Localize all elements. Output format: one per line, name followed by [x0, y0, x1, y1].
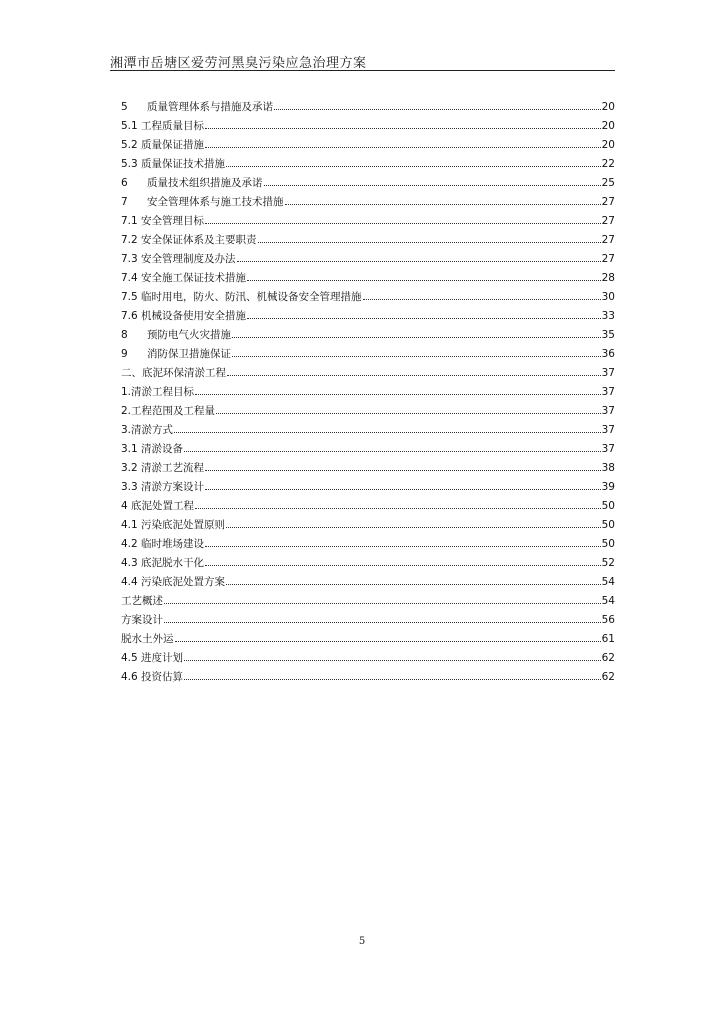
toc-entry[interactable]	[121, 459, 615, 478]
toc-entry-page: 50	[601, 519, 615, 531]
toc-dot-leader	[164, 603, 601, 604]
toc-entry[interactable]	[121, 288, 615, 307]
toc-entry[interactable]	[121, 326, 615, 345]
toc-entry-label: 方案设计	[121, 614, 163, 626]
toc-dot-leader	[205, 489, 601, 490]
toc-entry-label: 消防保卫措施保证	[147, 348, 231, 360]
toc-entry-page: 37	[601, 367, 615, 379]
toc-entry[interactable]	[121, 497, 615, 516]
table-of-contents	[121, 98, 615, 687]
toc-entry-page: 20	[601, 101, 615, 113]
toc-dot-leader	[205, 546, 601, 547]
toc-entry[interactable]	[121, 174, 615, 193]
page-header	[110, 50, 615, 71]
toc-dot-leader	[184, 451, 601, 452]
toc-dot-leader	[237, 261, 601, 262]
toc-entry[interactable]	[121, 117, 615, 136]
toc-dot-leader	[264, 185, 601, 186]
toc-entry-label: 1.清淤工程目标	[121, 386, 195, 398]
toc-entry[interactable]	[121, 440, 615, 459]
toc-entry-page: 37	[601, 424, 615, 436]
toc-entry-page: 50	[601, 538, 615, 550]
toc-entry-label: 4.5 进度计划	[121, 652, 184, 664]
toc-entry-page: 62	[601, 671, 615, 683]
toc-entry-page: 28	[601, 272, 615, 284]
toc-entry-number: 9	[121, 348, 128, 360]
toc-dot-leader	[227, 375, 601, 376]
toc-entry-label: 7.1 安全管理目标	[121, 215, 205, 227]
toc-dot-leader	[232, 337, 601, 338]
toc-entry-label: 4.1 污染底泥处置原则	[121, 519, 226, 531]
toc-dot-leader	[226, 166, 601, 167]
toc-dot-leader	[205, 147, 601, 148]
toc-entry-page: 25	[601, 177, 615, 189]
toc-entry-page: 37	[601, 405, 615, 417]
toc-entry-page: 38	[601, 462, 615, 474]
toc-entry-label: 预防电气火灾措施	[147, 329, 231, 341]
toc-dot-leader	[226, 527, 601, 528]
toc-entry-page: 36	[601, 348, 615, 360]
toc-entry-label: 3.2 清淤工艺流程	[121, 462, 205, 474]
toc-entry-page: 30	[601, 291, 615, 303]
toc-dot-leader	[274, 109, 601, 110]
toc-entry-label: 5.2 质量保证措施	[121, 139, 205, 151]
toc-entry[interactable]	[121, 554, 615, 573]
toc-entry-label: 5.3 质量保证技术措施	[121, 158, 226, 170]
toc-entry-label: 7.2 安全保证体系及主要职责	[121, 234, 257, 246]
toc-entry[interactable]	[121, 307, 615, 326]
toc-entry-page: 54	[601, 595, 615, 607]
document-title: 湘潭市岳塘区爱劳河黑臭污染应急治理方案	[110, 56, 367, 71]
toc-entry[interactable]	[121, 269, 615, 288]
toc-entry-page: 27	[601, 215, 615, 227]
toc-entry[interactable]	[121, 535, 615, 554]
toc-entry-number: 7	[121, 196, 128, 208]
toc-entry-page: 37	[601, 386, 615, 398]
toc-entry-label: 4.2 临时堆场建设	[121, 538, 205, 550]
toc-dot-leader	[247, 318, 601, 319]
toc-entry-page: 62	[601, 652, 615, 664]
toc-entry-label: 7.6 机械设备使用安全措施	[121, 310, 247, 322]
toc-entry[interactable]	[121, 231, 615, 250]
toc-entry-page: 50	[601, 500, 615, 512]
toc-entry-label: 7.3 安全管理制度及办法	[121, 253, 236, 265]
toc-entry-label: 安全管理体系与施工技术措施	[147, 196, 284, 208]
toc-entry[interactable]	[121, 155, 615, 174]
toc-entry-page: 35	[601, 329, 615, 341]
toc-dot-leader	[226, 584, 601, 585]
toc-dot-leader	[247, 280, 601, 281]
toc-dot-leader	[195, 508, 601, 509]
toc-entry[interactable]	[121, 630, 615, 649]
toc-entry[interactable]	[121, 98, 615, 117]
toc-entry[interactable]	[121, 193, 615, 212]
toc-dot-leader	[184, 679, 601, 680]
page-number: 5	[358, 936, 366, 947]
toc-entry-label: 质量技术组织措施及承诺	[147, 177, 263, 189]
toc-dot-leader	[184, 660, 601, 661]
toc-entry-page: 20	[601, 120, 615, 132]
toc-entry-page: 27	[601, 253, 615, 265]
toc-entry-label: 5.1 工程质量目标	[121, 120, 205, 132]
toc-dot-leader	[164, 622, 601, 623]
toc-dot-leader	[195, 394, 601, 395]
toc-dot-leader	[174, 432, 601, 433]
toc-entry-page: 54	[601, 576, 615, 588]
toc-entry-label: 脱水土外运	[121, 633, 174, 645]
toc-entry-label: 4.4 污染底泥处置方案	[121, 576, 226, 588]
toc-entry[interactable]	[121, 383, 615, 402]
toc-entry-label: 4 底泥处置工程	[121, 500, 195, 512]
toc-entry[interactable]	[121, 136, 615, 155]
toc-entry-label: 二、底泥环保清淤工程	[121, 367, 226, 379]
toc-entry-page: 22	[601, 158, 615, 170]
toc-entry[interactable]	[121, 573, 615, 592]
toc-entry-page: 52	[601, 557, 615, 569]
toc-dot-leader	[205, 128, 601, 129]
toc-entry[interactable]	[121, 421, 615, 440]
toc-dot-leader	[205, 470, 601, 471]
toc-entry[interactable]	[121, 592, 615, 611]
toc-entry-label: 3.清淤方式	[121, 424, 174, 436]
toc-dot-leader	[258, 242, 601, 243]
toc-entry[interactable]	[121, 611, 615, 630]
toc-entry-number: 6	[121, 177, 128, 189]
toc-entry-page: 20	[601, 139, 615, 151]
toc-entry[interactable]	[121, 668, 615, 687]
toc-entry-number: 8	[121, 329, 128, 341]
toc-entry-page: 39	[601, 481, 615, 493]
toc-entry[interactable]	[121, 250, 615, 269]
toc-dot-leader	[205, 223, 601, 224]
toc-dot-leader	[175, 641, 601, 642]
toc-dot-leader	[205, 565, 601, 566]
toc-entry-page: 33	[601, 310, 615, 322]
toc-entry[interactable]	[121, 345, 615, 364]
toc-dot-leader	[363, 299, 601, 300]
toc-entry-page: 27	[601, 234, 615, 246]
toc-dot-leader	[232, 356, 601, 357]
toc-entry-page: 27	[601, 196, 615, 208]
toc-entry-label: 质量管理体系与措施及承诺	[147, 101, 273, 113]
toc-entry-page: 56	[601, 614, 615, 626]
toc-dot-leader	[285, 204, 601, 205]
toc-entry[interactable]	[121, 364, 615, 383]
toc-entry-label: 7.5 临时用电，防火、防汛、机械设备安全管理措施	[121, 291, 362, 303]
toc-entry[interactable]	[121, 516, 615, 535]
toc-entry-page: 61	[601, 633, 615, 645]
toc-entry-number: 5	[121, 101, 128, 113]
toc-entry-label: 7.4 安全施工保证技术措施	[121, 272, 247, 284]
toc-entry-label: 3.3 清淤方案设计	[121, 481, 205, 493]
toc-entry-label: 2.工程范围及工程量	[121, 405, 216, 417]
toc-entry-page: 37	[601, 443, 615, 455]
toc-entry[interactable]	[121, 478, 615, 497]
toc-dot-leader	[216, 413, 601, 414]
toc-entry[interactable]	[121, 402, 615, 421]
toc-entry-label: 3.1 清淤设备	[121, 443, 184, 455]
toc-entry-label: 工艺概述	[121, 595, 163, 607]
toc-entry[interactable]	[121, 212, 615, 231]
toc-entry[interactable]	[121, 649, 615, 668]
toc-entry-label: 4.6 投资估算	[121, 671, 184, 683]
toc-entry-label: 4.3 底泥脱水干化	[121, 557, 205, 569]
